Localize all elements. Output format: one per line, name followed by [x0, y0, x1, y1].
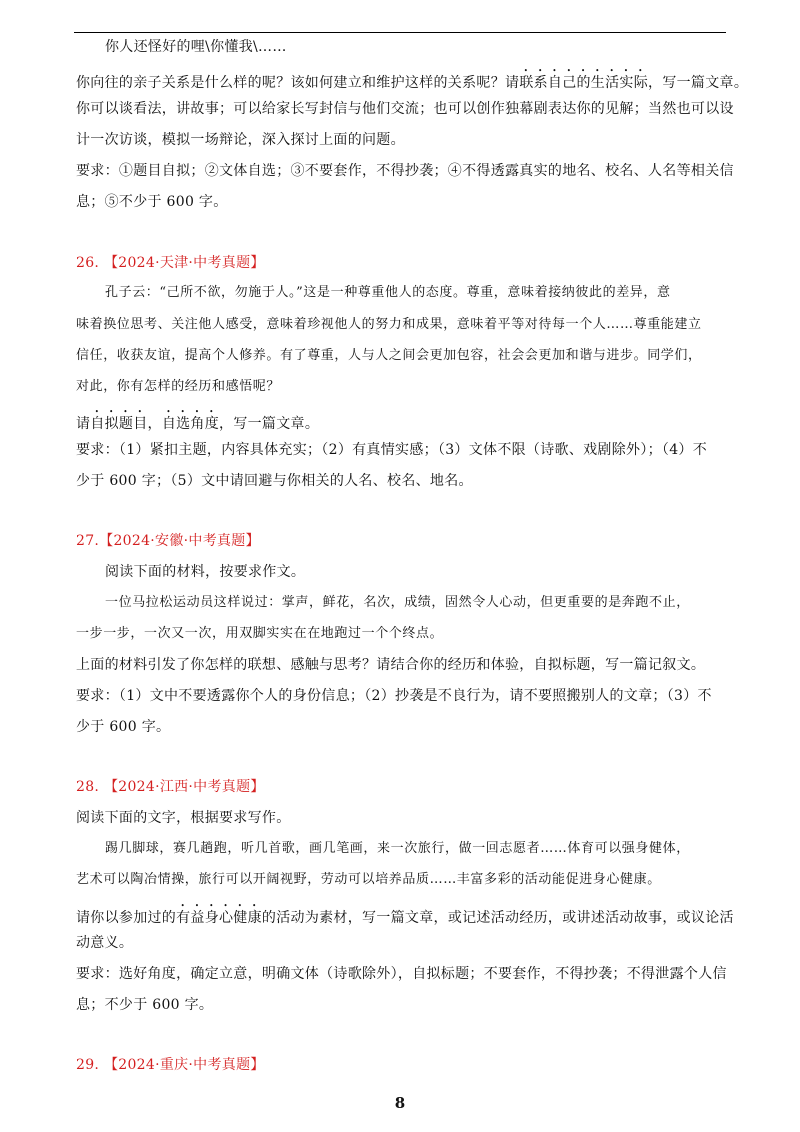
prompt-line: 计一次访谈，模拟一场辩论，深入探讨上面的问题。: [76, 132, 405, 148]
source-tag: 【2024·安徽·中考真题】: [99, 533, 260, 549]
material-line: 孔子云：“己所不欲，勿施于人。”这是一种尊重他人的态度。尊重，意味着接纳彼此的差异，意: [105, 285, 671, 300]
emphasis-text: 自拟题目: [90, 416, 148, 432]
prompt-line: 上面的材料引发了你怎样的联想、感触与思考？请结合你的经历和体验，自拟标题，写一篇记叙文。: [76, 657, 706, 673]
material-line: 一步一步，一次又一次，用双脚实实在在地跑过一个个终点。: [76, 626, 444, 641]
prompt-line: 你向往的亲子关系是什么样的呢？该如何建立和维护这样的关系呢？请联系自己的生活实际，写一篇文章。: [76, 75, 749, 91]
question-heading-28: 28. 【2024·江西·中考真题】: [76, 779, 265, 795]
prompt-line: 阅读下面的文字，根据要求写作。: [76, 810, 291, 826]
requirement-line: 息；⑤不少于 600 字。: [76, 194, 228, 210]
question-heading-29: 29. 【2024·重庆·中考真题】: [76, 1057, 265, 1073]
material-line: 踢几脚球，赛几趟跑，听几首歌，画几笔画，来一次旅行，做一回志愿者……体育可以强身健体，: [105, 841, 690, 856]
material-line: 一位马拉松运动员这样说过：掌声，鲜花，名次，成绩，固然令人心动，但更重要的是奔跑不止，: [105, 595, 690, 610]
source-tag: 【2024·江西·中考真题】: [103, 779, 265, 795]
prompt-line: 你可以谈看法，讲故事；可以给家长写封信与他们交流；也可以创作独幕剧表达你的见解；当然也可以设: [76, 101, 734, 117]
requirement-line: 要求：（1）文中不要透露你个人的身份信息；（2）抄袭是不良行为，请不要照搬别人的文章；（3）不: [76, 688, 712, 704]
material-line: 信任，收获友谊，提高个人修养。有了尊重，人与人之间会更加包容，社会会更加和谐与进步。同学们，: [76, 348, 702, 363]
emphasis-text: 联系自己的生活实际: [519, 75, 649, 91]
requirement-line: 息；不少于 600 字。: [76, 997, 214, 1013]
emphasis-text: 自选角度: [161, 416, 220, 432]
material-line: 艺术可以陶冶情操，旅行可以开阔视野，劳动可以培养品质……丰富多彩的活动能促进身心健康。: [76, 872, 661, 887]
page-number: 8: [394, 1094, 406, 1112]
material-line: 对此，你有怎样的经历和感悟呢？: [76, 379, 281, 394]
material-line: 你人还怪好的哩\你懂我\……: [105, 39, 287, 55]
requirement-line: 少于 600 字；（5）文中请回避与你相关的人名、校名、地名。: [76, 473, 473, 489]
question-heading-26: 26. 【2024·天津·中考真题】: [76, 255, 265, 271]
source-tag: 【2024·天津·中考真题】: [103, 255, 265, 271]
header-rule: [74, 32, 726, 33]
prompt-line: 请你以参加过的有益身心健康的活动为素材，写一篇文章，或记述活动经历，或讲述活动故事，或议论活: [76, 910, 734, 926]
source-tag: 【2024·重庆·中考真题】: [103, 1057, 265, 1073]
prompt-line: 动意义。: [76, 935, 134, 951]
emphasis-text: 有益身心健康: [176, 910, 262, 926]
material-line: 味着换位思考、关注他人感受，意味着珍视他人的努力和成果，意味着平等对待每一个人……尊重能建立: [76, 317, 702, 332]
prompt-line: 阅读下面的材料，按要求作文。: [105, 564, 306, 580]
requirement-line: 要求：①题目自拟；②文体自选；③不要套作，不得抄袭；④不得透露真实的地名、校名、人名等相关信: [76, 163, 734, 179]
question-heading-27: 27.【2024·安徽·中考真题】: [76, 533, 260, 549]
prompt-line: 请自拟题目，自选角度，写一篇文章。: [76, 416, 320, 432]
requirement-line: 要求：（1）紧扣主题，内容具体充实；（2）有真情实感；（3）文体不限（诗歌、戏剧除外）；（4）不: [76, 442, 708, 458]
requirement-line: 少于 600 字。: [76, 719, 171, 735]
requirement-line: 要求：选好角度，确定立意，明确文体（诗歌除外），自拟标题；不要套作，不得抄袭；不得泄露个人信: [76, 966, 727, 982]
